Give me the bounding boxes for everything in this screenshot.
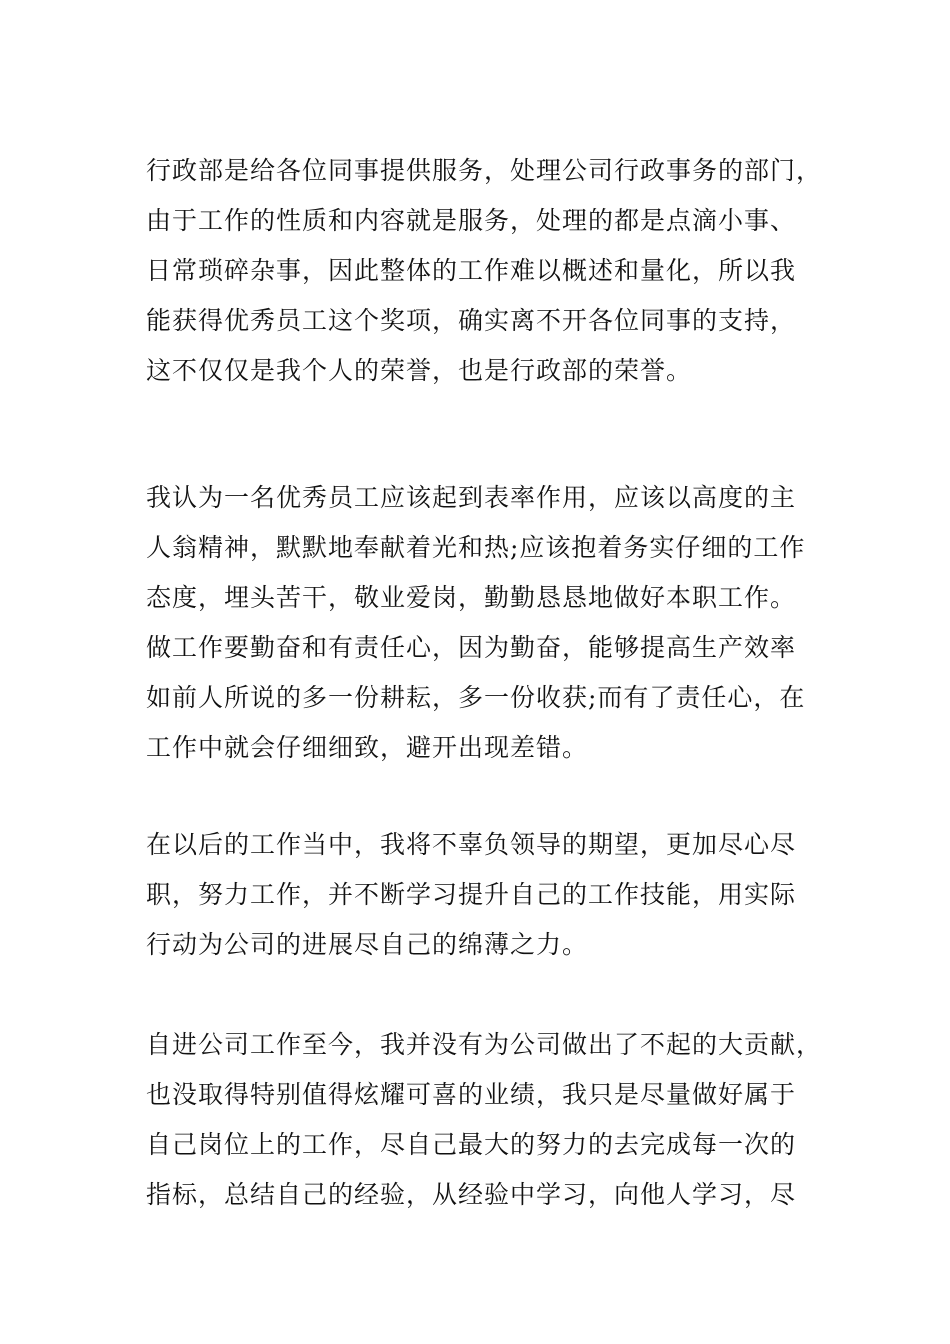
text-line: 日常琐碎杂事，因此整体的工作难以概述和量化，所以我 — [146, 256, 797, 285]
text-line: 自己岗位上的工作，尽自己最大的努力的去完成每一次的 — [146, 1130, 797, 1159]
text-line: 在以后的工作当中，我将不辜负领导的期望，更加尽心尽 — [146, 830, 797, 859]
text-line: 态度，埋头苦干，敬业爱岗，勤勤恳恳地做好本职工作。 — [146, 583, 797, 612]
text-line: 指标，总结自己的经验，从经验中学习，向他人学习，尽 — [146, 1180, 797, 1209]
text-line: 如前人所说的多一份耕耘，多一份收获;而有了责任心，在 — [146, 683, 806, 712]
text-line: 工作中就会仔细细致，避开出现差错。 — [146, 733, 589, 762]
paragraph-1 — [146, 146, 836, 396]
paragraph-3 — [146, 820, 836, 970]
text-line: 行动为公司的进展尽自己的绵薄之力。 — [146, 930, 589, 959]
paragraph-4 — [146, 1020, 836, 1220]
text-line: 人翁精神，默默地奉献着光和热;应该抱着务实仔细的工作 — [146, 533, 806, 562]
paragraph-2 — [146, 473, 836, 773]
text-line: 由于工作的性质和内容就是服务，处理的都是点滴小事、 — [146, 206, 797, 235]
text-line: 行政部是给各位同事提供服务，处理公司行政事务的部门， — [146, 156, 823, 185]
text-line: 能获得优秀员工这个奖项，确实离不开各位同事的支持， — [146, 306, 797, 335]
text-line: 职，努力工作，并不断学习提升自己的工作技能，用实际 — [146, 880, 797, 909]
text-line: 我认为一名优秀员工应该起到表率作用，应该以高度的主 — [146, 483, 797, 512]
text-line: 做工作要勤奋和有责任心，因为勤奋，能够提高生产效率 — [146, 633, 797, 662]
text-line: 也没取得特别值得炫耀可喜的业绩，我只是尽量做好属于 — [146, 1080, 797, 1109]
text-line: 这不仅仅是我个人的荣誉，也是行政部的荣誉。 — [146, 356, 693, 385]
text-line: 自进公司工作至今，我并没有为公司做出了不起的大贡献， — [146, 1030, 823, 1059]
